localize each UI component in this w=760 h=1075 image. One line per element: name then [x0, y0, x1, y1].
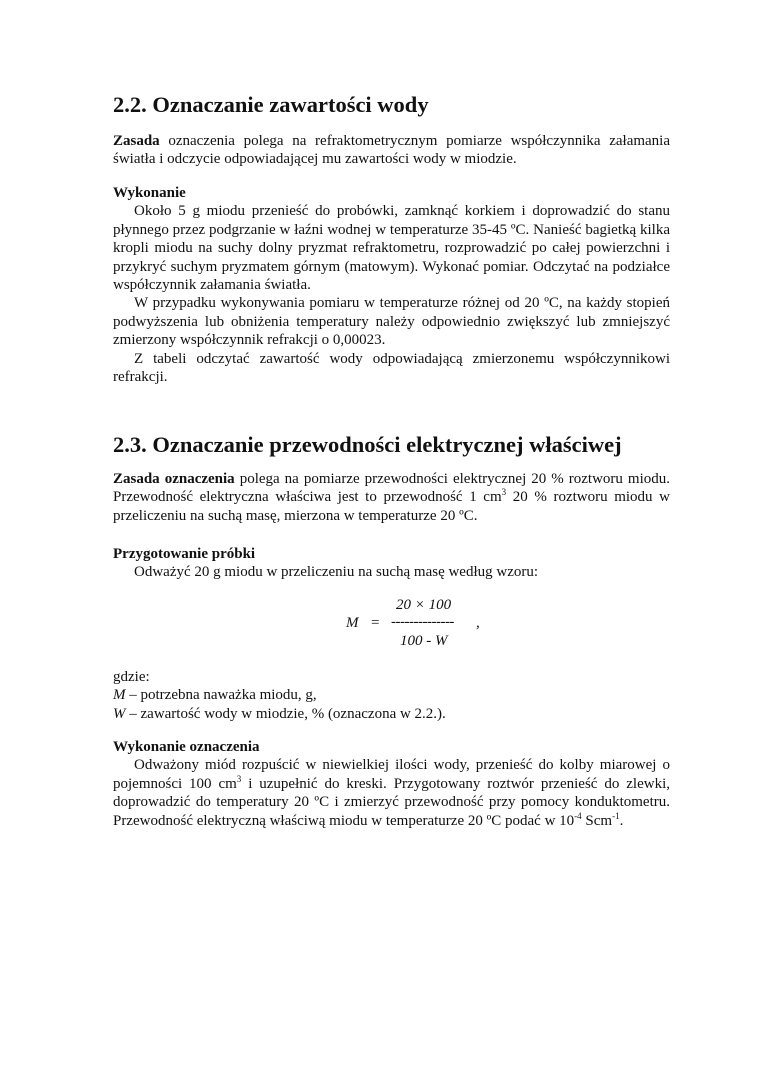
procedure-paragraph-3: Z tabeli odczytać zawartość wody odpowiadającą zmierzonemu współczynnikowi refrakcji. — [113, 350, 670, 386]
superscript: 3 — [501, 487, 507, 498]
execution-text: i uzupełnić do kreski. Przygotowany roztwór przenieść do zlewki, doprowadzić do temperatury 20 ºC i zmierzyć przewodność przy pomocy konduktometru. Przewodność elektryczną właściwą miodu w temperaturze 20 ºC podać w 10 — [113, 775, 670, 829]
symbol-w: W — [113, 705, 126, 722]
section-heading-2-3: 2.3. Oznaczanie przewodności elektrycznej właściwej — [113, 432, 622, 457]
execution-text: . — [619, 812, 624, 829]
formula-denominator: 100 - W — [400, 633, 448, 649]
section-heading-2-2: 2.2. Oznaczanie zawartości wody — [113, 92, 429, 117]
definition-m-text: – potrzebna naważka miodu, g, — [125, 687, 317, 704]
procedure-heading: Wykonanie — [113, 185, 186, 201]
formula-comma: , — [476, 615, 480, 631]
procedure-paragraph-2: W przypadku wykonywania pomiaru w temperaturze różnej od 20 ºC, na każdy stopień podwyższenia lub obniżenia temperatury należy odpowiednio zwiększyć lub zmniejszyć zmierzony współczynnik refrakcji o 0,00023. — [113, 295, 670, 349]
formula-fraction-bar: -------------- — [391, 614, 454, 630]
procedure-section — [113, 184, 670, 386]
principle-text-cont: 20 % roztworu miodu w przeliczeniu na suchą masę, mierzona w temperaturze 20 ºC. — [113, 489, 670, 524]
formula-equals: = — [371, 615, 380, 631]
formula-lhs: M — [346, 615, 359, 631]
symbol-m: M — [113, 687, 126, 704]
definition-m — [113, 686, 670, 704]
conductivity-principle-paragraph — [113, 470, 670, 525]
preparation-text: Odważyć 20 g miodu w przeliczeniu na suchą masę według wzoru: — [134, 564, 539, 581]
superscript: 3 — [236, 773, 242, 784]
where-label: gdzie: — [113, 669, 150, 685]
definition-w-text: – zawartość wody w miodzie, % (oznaczona w 2.2.). — [125, 705, 446, 722]
principle-label: Zasada — [113, 133, 160, 149]
definitions — [113, 668, 670, 723]
execution-heading: Wykonanie oznaczenia — [113, 739, 260, 755]
principle-text: polega na pomiarze przewodności elektrycznej 20 % roztworu miodu. Przewodność elektryczna właściwa jest to przewodność 1 cm — [113, 471, 671, 506]
preparation-section — [113, 545, 670, 582]
execution-section — [113, 738, 670, 830]
definition-w — [113, 705, 670, 723]
execution-text: Scm — [581, 812, 613, 829]
formula-numerator: 20 × 100 — [396, 597, 452, 613]
procedure-paragraph-1: Około 5 g miodu przenieść do probówki, zamknąć korkiem i doprowadzić do stanu płynnego przez podgrzanie w łaźni wodnej w temperaturze 35-45 ºC. Nanieść bagietką kilka kropli miodu na suchy dolny pryzmat refraktometru, rozprowadzić po całej powierzchni i przykryć suchym pryzmatem górnym (matowym). Wykonać pomiar. Odczytać na podziałce współczynnik załamania światła. — [113, 203, 670, 294]
execution-paragraph — [113, 756, 670, 830]
principle-label: Zasada oznaczenia — [113, 471, 235, 487]
principle-paragraph — [113, 132, 670, 169]
superscript: -4 — [574, 810, 582, 821]
execution-text: Odważony miód rozpuścić w niewielkiej ilości wody, przenieść do kolby miarowej o pojemności 100 cm — [113, 757, 670, 792]
preparation-heading: Przygotowanie próbki — [113, 546, 256, 562]
superscript: -1 — [612, 810, 620, 821]
principle-text: oznaczenia polega na refraktometrycznym pomiarze współczynnika załamania światła i odczycie odpowiadającej mu zawartości wody w miodzie. — [113, 133, 670, 168]
